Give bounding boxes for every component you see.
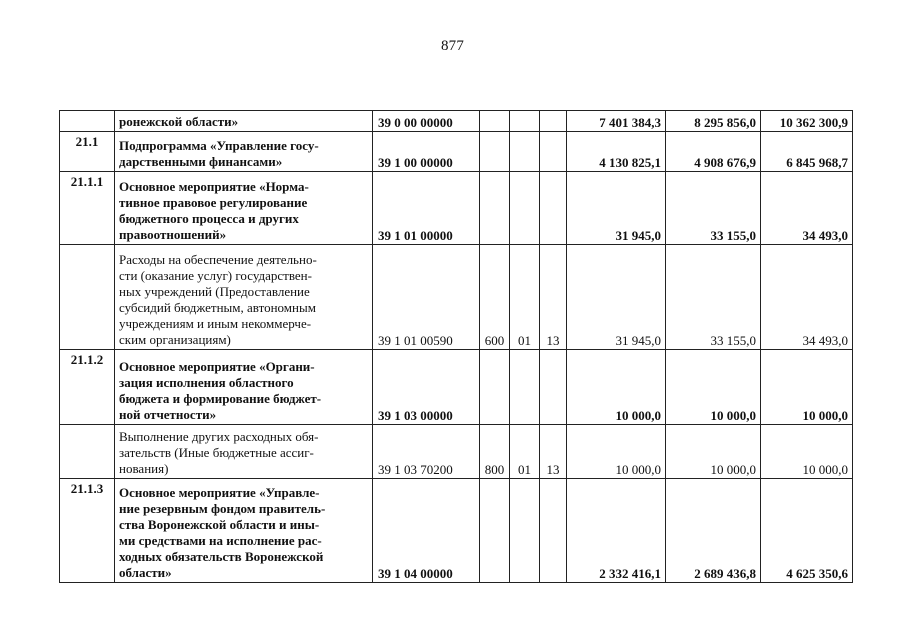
amount-year-1: 4 130 825,1	[567, 132, 666, 172]
pr-code	[540, 111, 567, 132]
amount-year-3: 34 493,0	[761, 245, 853, 350]
pr-code	[540, 172, 567, 245]
program-code: 39 0 00 00000	[373, 111, 480, 132]
rz-code	[510, 172, 540, 245]
program-code: 39 1 00 00000	[373, 132, 480, 172]
row-name: Основное мероприятие «Органи- зация исполнения областного бюджета и формирование бюджет- ной отчетности»	[115, 350, 373, 425]
table-row	[60, 245, 853, 350]
row-name: Выполнение других расходных обя- зательств (Иные бюджетные ассиг- нования)	[115, 425, 373, 479]
rz-code	[510, 132, 540, 172]
grbs-code: 800	[480, 425, 510, 479]
program-code: 39 1 04 00000	[373, 479, 480, 583]
amount-year-3: 4 625 350,6	[761, 479, 853, 583]
amount-year-3: 34 493,0	[761, 172, 853, 245]
pr-code: 13	[540, 245, 567, 350]
table-row	[60, 350, 853, 425]
amount-year-2: 33 155,0	[666, 245, 761, 350]
amount-year-3: 10 000,0	[761, 350, 853, 425]
table-row	[60, 111, 853, 132]
amount-year-2: 33 155,0	[666, 172, 761, 245]
grbs-code	[480, 350, 510, 425]
rz-code	[510, 350, 540, 425]
program-code: 39 1 03 70200	[373, 425, 480, 479]
amount-year-1: 31 945,0	[567, 172, 666, 245]
grbs-code	[480, 111, 510, 132]
amount-year-1: 2 332 416,1	[567, 479, 666, 583]
grbs-code	[480, 172, 510, 245]
row-name: Расходы на обеспечение деятельно- сти (оказание услуг) государствен- ных учреждений (Предоставление субсидий бюджетным, автономным учреждениям и иным некоммерче- ским организациям)	[115, 245, 373, 350]
amount-year-1: 31 945,0	[567, 245, 666, 350]
amount-year-3: 10 000,0	[761, 425, 853, 479]
row-name: ронежской области»	[115, 111, 373, 132]
grbs-code	[480, 132, 510, 172]
row-number: 21.1.3	[60, 479, 115, 583]
row-number	[60, 111, 115, 132]
amount-year-1: 10 000,0	[567, 350, 666, 425]
grbs-code: 600	[480, 245, 510, 350]
row-number: 21.1.1	[60, 172, 115, 245]
row-name: Подпрограмма «Управление госу- дарственными финансами»	[115, 132, 373, 172]
table-row	[60, 479, 853, 583]
row-name: Основное мероприятие «Норма- тивное правовое регулирование бюджетного процесса и других правоотношений»	[115, 172, 373, 245]
grbs-code	[480, 479, 510, 583]
rz-code: 01	[510, 425, 540, 479]
program-code: 39 1 03 00000	[373, 350, 480, 425]
amount-year-2: 8 295 856,0	[666, 111, 761, 132]
amount-year-3: 6 845 968,7	[761, 132, 853, 172]
row-number: 21.1.2	[60, 350, 115, 425]
table-row	[60, 132, 853, 172]
budget-table	[59, 110, 853, 583]
program-code: 39 1 01 00590	[373, 245, 480, 350]
row-number: 21.1	[60, 132, 115, 172]
row-name: Основное мероприятие «Управле- ние резервным фондом правитель- ства Воронежской области и ины- ми средствами на исполнение рас- ходных обязательств Воронежской области»	[115, 479, 373, 583]
program-code: 39 1 01 00000	[373, 172, 480, 245]
row-number	[60, 245, 115, 350]
pr-code	[540, 350, 567, 425]
row-number	[60, 425, 115, 479]
amount-year-2: 10 000,0	[666, 350, 761, 425]
amount-year-2: 4 908 676,9	[666, 132, 761, 172]
page-number: 877	[440, 38, 465, 54]
amount-year-2: 2 689 436,8	[666, 479, 761, 583]
rz-code	[510, 479, 540, 583]
table-row	[60, 425, 853, 479]
rz-code	[510, 111, 540, 132]
pr-code	[540, 132, 567, 172]
amount-year-2: 10 000,0	[666, 425, 761, 479]
amount-year-1: 7 401 384,3	[567, 111, 666, 132]
table-row	[60, 172, 853, 245]
rz-code: 01	[510, 245, 540, 350]
amount-year-3: 10 362 300,9	[761, 111, 853, 132]
amount-year-1: 10 000,0	[567, 425, 666, 479]
pr-code: 13	[540, 425, 567, 479]
pr-code	[540, 479, 567, 583]
